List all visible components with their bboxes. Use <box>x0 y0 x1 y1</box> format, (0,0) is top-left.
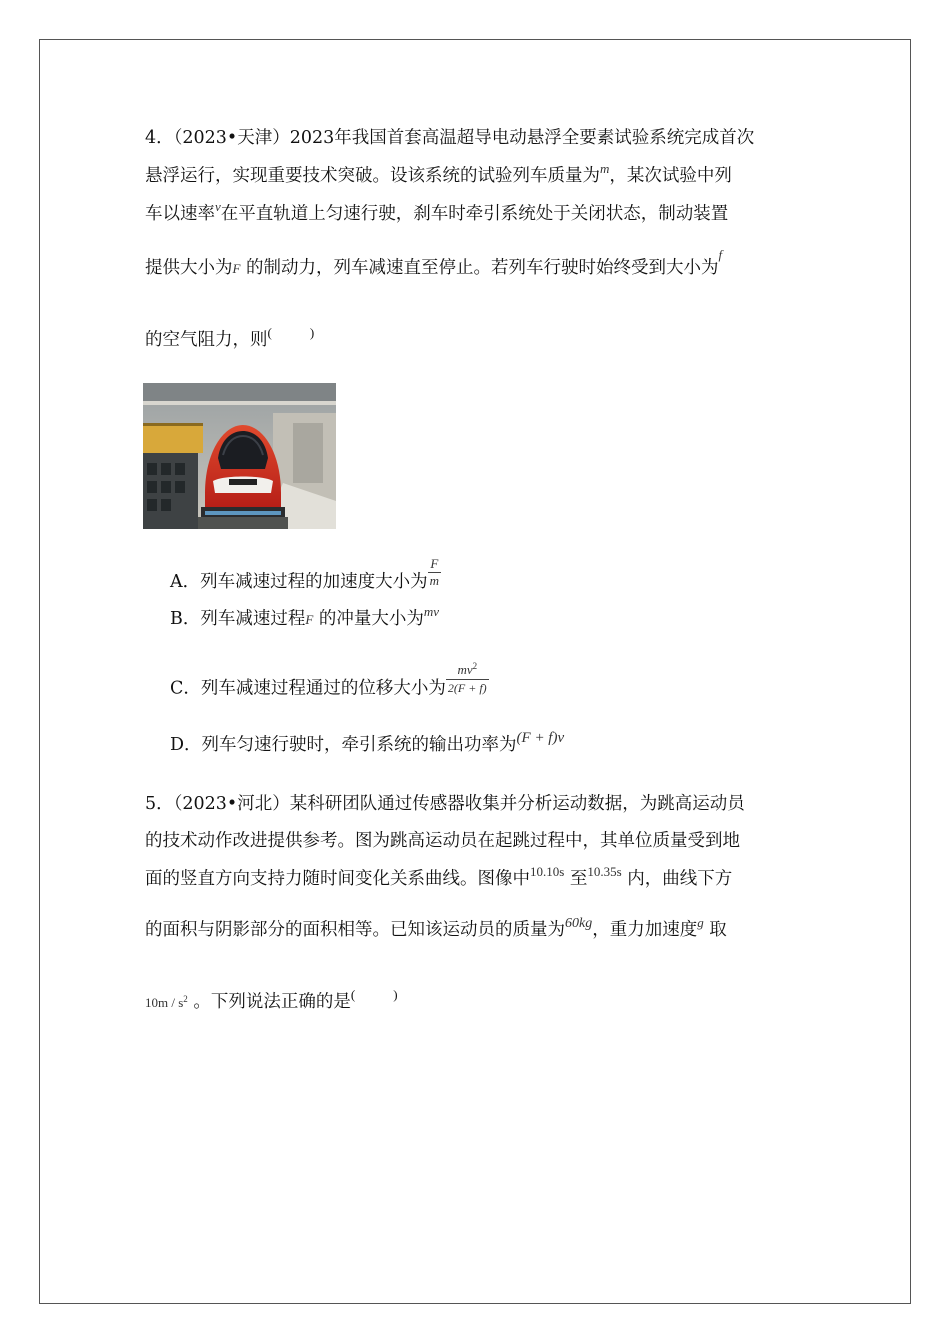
q4-source: （2023•天津） <box>173 128 290 148</box>
var-F: F <box>232 261 241 276</box>
option-B[interactable]: B．列车减速过程F 的冲量大小为$^{mv}$ <box>170 604 440 629</box>
q4-line-2: 悬浮运行，实现重要技术突破。设该系统的试验列车质量为$^m$，某次试验中列 <box>145 161 732 186</box>
q5-line-1: 5．（2023•河北）某科研团队通过传感器收集并分析运动数据，为跳高运动员 <box>145 794 745 814</box>
q5-line-2: 的技术动作改进提供参考。图为跳高运动员在起跳过程中，其单位质量受到地 <box>145 831 740 851</box>
q4-line-3: 车以速率$^v$在平直轨道上匀速行驶，刹车时牵引系统处于关闭状态，制动装置 <box>145 199 729 224</box>
q4-line-4: 提供大小为F 的制动力，列车减速直至停止。若列车行驶时始终受到大小为$^f$ <box>145 247 723 278</box>
q5-number: 5． <box>145 794 174 814</box>
var-f: f <box>718 247 723 262</box>
unit-g-value: $10m / s^2$ <box>145 994 188 1010</box>
var-v: v <box>215 199 221 214</box>
q5-line-3: 面的竖直方向支持力随时间变化关系曲线。图像中$^{10.10s}$ 至$^{10.35s}$ 内，曲线下方 <box>145 864 733 889</box>
option-C[interactable]: C．列车减速过程通过的位移大小为 $\frac{mv^2}{2(F + f)}$ <box>170 661 487 699</box>
maglev-train-photo <box>143 383 336 529</box>
q4-line-5: 的空气阻力，则( ) <box>145 325 315 350</box>
option-D[interactable]: D．列车匀速行驶时，牵引系统的输出功率为(F + f)v <box>170 730 565 755</box>
q4-line-1: 4．（2023•天津）2023年我国首套高温超导电动悬浮全要素试验系统完成首次 <box>145 128 755 148</box>
fraction-F-over-m: $\frac{F}{m}$ <box>429 556 440 588</box>
fraction-displacement: $\frac{mv^2}{2(F + f)}$ <box>447 661 487 695</box>
option-A[interactable]: A．列车减速过程的加速度大小为 $\frac{F}{m}$ <box>170 556 440 592</box>
var-m: m <box>600 161 610 176</box>
q4-number: 4． <box>145 128 174 148</box>
q5-line-5: $10m / s^2$ 。下列说法正确的是( ) <box>145 987 398 1012</box>
q5-line-4: 的面积与阴影部分的面积相等。已知该运动员的质量为$^{60kg}$，重力加速度$^g$ 取 <box>145 915 727 940</box>
q5-source: （2023•河北） <box>173 794 290 814</box>
